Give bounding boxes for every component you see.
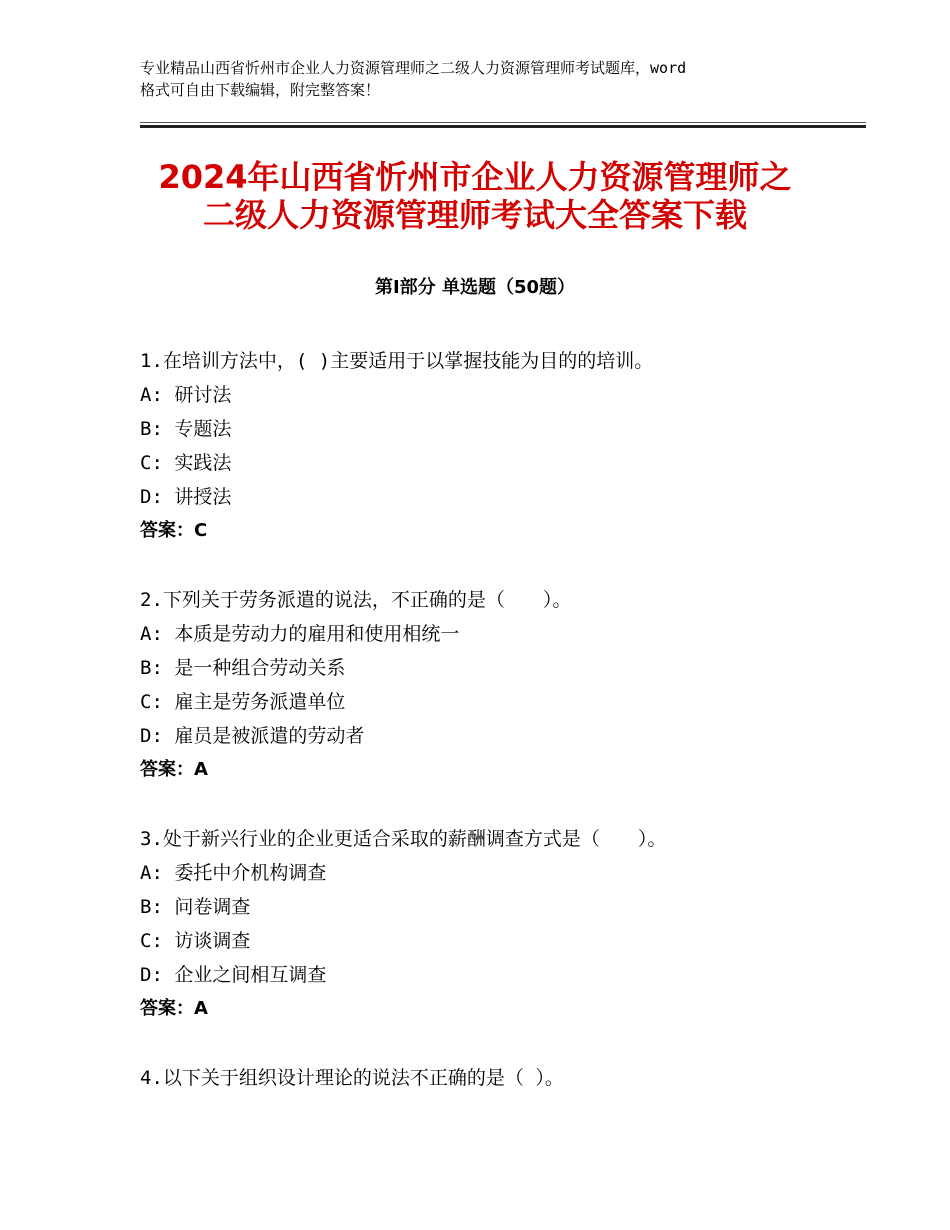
question-stem: 4.以下关于组织设计理论的说法不正确的是（ ）。 — [140, 1067, 564, 1089]
question-1 — [140, 344, 880, 548]
option-b: B: 专题法 — [140, 418, 232, 440]
answer-line: 答案：C — [140, 520, 208, 541]
option-a: A: 研讨法 — [140, 384, 232, 406]
header-note — [140, 57, 830, 101]
answer-line: 答案：A — [140, 759, 208, 780]
option-c: C: 访谈调查 — [140, 930, 251, 952]
question-stem: 2.下列关于劳务派遣的说法，不正确的是（ ）。 — [140, 589, 572, 611]
header-note-line-2: 格式可自由下载编辑，附完整答案！ — [140, 81, 381, 99]
option-a: A: 本质是劳动力的雇用和使用相统一 — [140, 623, 460, 645]
section-heading: 第Ⅰ部分 单选题（50题） — [374, 277, 575, 298]
option-a: A: 委托中介机构调查 — [140, 862, 327, 884]
option-b: B: 是一种组合劳动关系 — [140, 657, 346, 679]
option-b: B: 问卷调查 — [140, 896, 251, 918]
option-d: D: 讲授法 — [140, 486, 232, 508]
question-stem: 1.在培训方法中，( )主要适用于以掌握技能为目的的培训。 — [140, 350, 654, 372]
header-divider-thin — [140, 122, 866, 123]
question-spacer — [140, 787, 880, 822]
document-title-line-1: 2024年山西省忻州市企业人力资源管理师之 — [158, 158, 792, 196]
option-d: D: 雇员是被派遣的劳动者 — [140, 725, 365, 747]
option-c: C: 雇主是劳务派遣单位 — [140, 691, 346, 713]
question-list — [140, 344, 880, 1095]
answer-line: 答案：A — [140, 998, 208, 1019]
header-note-line-1: 专业精品山西省忻州市企业人力资源管理师之二级人力资源管理师考试题库，word — [140, 59, 687, 77]
question-3 — [140, 822, 880, 1026]
option-c: C: 实践法 — [140, 452, 232, 474]
question-spacer — [140, 1026, 880, 1061]
document-title — [80, 158, 870, 234]
question-2 — [140, 583, 880, 787]
document-title-line-2: 二级人力资源管理师考试大全答案下载 — [202, 196, 747, 234]
question-4 — [140, 1061, 880, 1095]
question-stem: 3.处于新兴行业的企业更适合采取的薪酬调查方式是（ ）。 — [140, 828, 667, 850]
question-spacer — [140, 548, 880, 583]
header-divider-thick — [140, 125, 866, 128]
option-d: D: 企业之间相互调查 — [140, 964, 327, 986]
